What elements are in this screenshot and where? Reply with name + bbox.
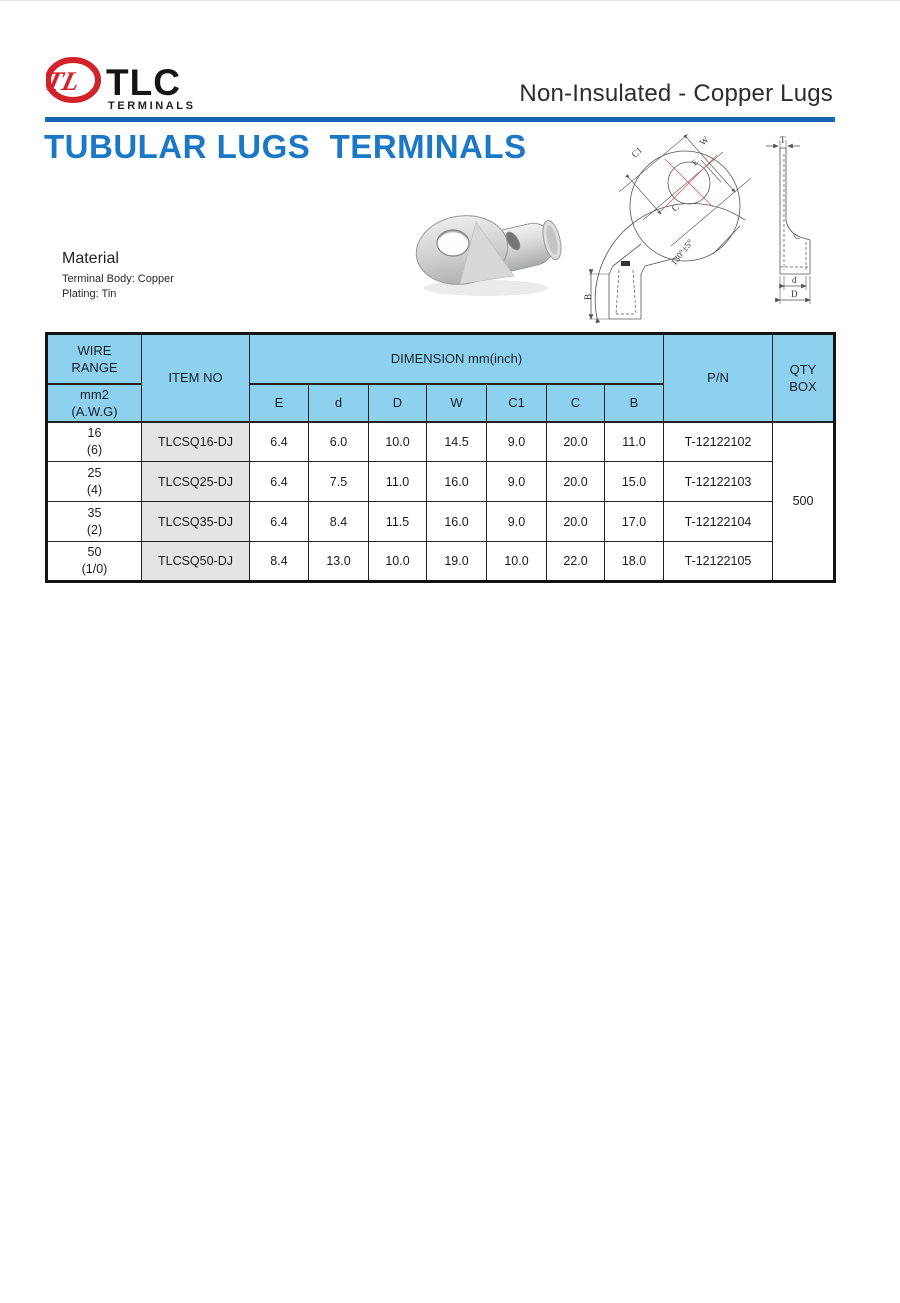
- accent-bar: [45, 117, 835, 122]
- col-header-dim-c: C: [547, 384, 605, 422]
- cell-dim-big-d: 10.0: [369, 422, 427, 462]
- cell-dim-c: 20.0: [547, 422, 605, 462]
- cell-dim-c: 22.0: [547, 542, 605, 582]
- header-divider: [0, 0, 900, 1]
- cell-dim-e: 6.4: [250, 422, 309, 462]
- cell-dim-e: 6.4: [250, 462, 309, 502]
- cell-item-no: TLCSQ25-DJ: [142, 462, 250, 502]
- col-header-dimension: DIMENSION mm(inch): [250, 334, 664, 384]
- cell-pn: T-12122103: [664, 462, 773, 502]
- cell-dim-c1: 10.0: [487, 542, 547, 582]
- cell-dim-w: 16.0: [427, 502, 487, 542]
- dim-label-w: W: [697, 134, 711, 148]
- cell-dim-e: 6.4: [250, 502, 309, 542]
- cell-dim-b: 15.0: [605, 462, 664, 502]
- dim-label-e: E: [690, 157, 700, 168]
- cell-wire-range: 50 (1/0): [47, 542, 142, 582]
- cell-dim-b: 11.0: [605, 422, 664, 462]
- tlc-logo-icon: [46, 50, 256, 112]
- cell-item-no: TLCSQ16-DJ: [142, 422, 250, 462]
- cell-wire-range: 35 (2): [47, 502, 142, 542]
- cell-qty-box: 500: [773, 422, 835, 582]
- cell-dim-w: 14.5: [427, 422, 487, 462]
- cell-dim-w: 16.0: [427, 462, 487, 502]
- col-header-dim-b: B: [605, 384, 664, 422]
- cell-dim-c: 20.0: [547, 502, 605, 542]
- col-header-item-no: ITEM NO: [142, 334, 250, 422]
- col-header-pn: P/N: [664, 334, 773, 422]
- material-body-line: Terminal Body: Copper: [62, 273, 174, 285]
- cell-pn: T-12122102: [664, 422, 773, 462]
- table-row: [47, 462, 835, 502]
- col-header-dim-d: d: [309, 384, 369, 422]
- cell-wire-range: 25 (4): [47, 462, 142, 502]
- material-heading: Material: [62, 250, 119, 267]
- col-header-dim-e: E: [250, 384, 309, 422]
- cell-pn: T-12122104: [664, 502, 773, 542]
- material-block: [62, 250, 174, 302]
- cell-item-no: TLCSQ50-DJ: [142, 542, 250, 582]
- table-row: [47, 422, 835, 462]
- logo-tagline-text: TERMINALS: [108, 100, 196, 112]
- dim-label-angle: 130°±5°: [668, 237, 696, 268]
- cell-dim-b: 18.0: [605, 542, 664, 582]
- cell-dim-c1: 9.0: [487, 502, 547, 542]
- front-drawing: [583, 134, 769, 326]
- cell-dim-big-d: 11.5: [369, 502, 427, 542]
- logo-name-text: TLC: [106, 62, 181, 103]
- col-header-dim-c1: C1: [487, 384, 547, 422]
- cell-dim-w: 19.0: [427, 542, 487, 582]
- dim-label-big-d: D: [791, 289, 798, 299]
- table-row: [47, 502, 835, 542]
- cell-dim-b: 17.0: [605, 502, 664, 542]
- spec-table: [45, 332, 836, 583]
- cell-dim-c: 20.0: [547, 462, 605, 502]
- cell-dim-c1: 9.0: [487, 422, 547, 462]
- cell-dim-big-d: 10.0: [369, 542, 427, 582]
- table-row: [47, 542, 835, 582]
- dim-label-c: C: [669, 202, 681, 214]
- col-header-qty-box: QTY BOX: [773, 334, 835, 422]
- col-header-wire-range: WIRE RANGE: [47, 334, 142, 384]
- brand-logo: [46, 50, 256, 112]
- cell-dim-d: 13.0: [309, 542, 369, 582]
- dim-label-d: d: [792, 275, 797, 285]
- cell-dim-d: 6.0: [309, 422, 369, 462]
- cell-pn: T-12122105: [664, 542, 773, 582]
- cell-dim-big-d: 11.0: [369, 462, 427, 502]
- dim-label-c1: C1: [629, 144, 645, 160]
- material-plating-line: Plating: Tin: [62, 288, 117, 300]
- product-family-title: Non-Insulated - Copper Lugs: [519, 80, 833, 107]
- cell-dim-e: 8.4: [250, 542, 309, 582]
- col-header-dim-w: W: [427, 384, 487, 422]
- page-title: TUBULAR LUGS TERMINALS: [44, 128, 527, 165]
- dim-label-t: T: [780, 135, 786, 145]
- cell-item-no: TLCSQ35-DJ: [142, 502, 250, 542]
- col-header-wire-unit: mm2 (A.W.G): [47, 384, 142, 422]
- dim-label-b: B: [583, 293, 593, 300]
- cell-dim-c1: 9.0: [487, 462, 547, 502]
- cell-dim-d: 7.5: [309, 462, 369, 502]
- logo-mark-text: TL: [46, 66, 83, 96]
- col-header-dim-big-d: D: [369, 384, 427, 422]
- side-drawing: [760, 134, 858, 316]
- product-photo: [410, 186, 572, 304]
- cell-wire-range: 16 (6): [47, 422, 142, 462]
- cell-dim-d: 8.4: [309, 502, 369, 542]
